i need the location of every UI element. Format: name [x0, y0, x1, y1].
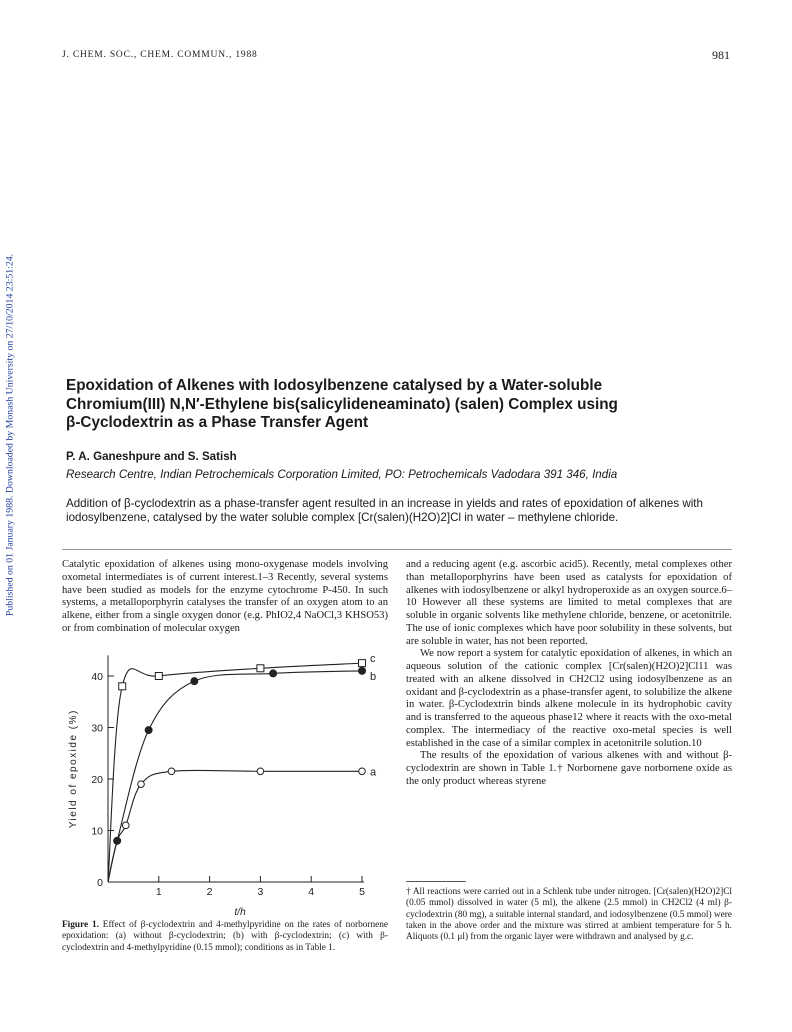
series-line-a [108, 770, 362, 882]
article-title [66, 377, 736, 433]
download-watermark [3, 215, 17, 655]
body-paragraph: We now report a system for catalytic epoxidation of alkenes, in which an aqueous solution of the cationic complex [Cr(salen)(H2O)2]Cl11 was treated with an alkene dissolved in CH2Cl2 using iodosylbenzene as an oxidant and β-cyclodextrin as a phase-transfer agent, to solubilize the alkene in water. β-Cyclodextrin binds alkene molecule in its hydrophobic cavity and is transferred to the aqueous phase12 where it reacts with the oxo-metal complex. The intermediacy of the reactive oxo-metal species is well established in the case of a similar complex in acetonitrile solution.10 [406, 648, 732, 749]
title-line: Chromium(III) N,N′-Ethylene bis(salicylideneaminato) (salen) Complex using [66, 395, 618, 413]
series-line-b [108, 671, 362, 882]
abstract: Addition of β-cyclodextrin as a phase-transfer agent resulted in an increase in yields and rates of epoxidation of alkenes with iodosylbenzene, catalysed by the water soluble complex [Cr(salen)(H2O)2]Cl in water – methylene chloride. [66, 497, 703, 525]
x-tick-label: 1 [155, 886, 162, 898]
data-point-a [168, 768, 175, 775]
data-point-c [155, 673, 162, 680]
download-watermark-text: Published on 01 January 1988. Downloaded by Monash University on 27/10/2014 23:51:24. [4, 253, 16, 617]
x-tick-label: 4 [308, 886, 315, 898]
y-tick-label: 20 [91, 774, 103, 786]
figure-caption [62, 920, 388, 954]
data-point-b [145, 727, 152, 734]
footnote: † All reactions were carried out in a Schlenk tube under nitrogen. [Cr(salen)(H2O)2]Cl (0.05 mmol) dissolved in water (5 ml), the alkene (2.5 mmol) in CH2Cl2 (4 ml) β-cyclodextrin (80 mg), a suitable internal standard, and iodosylbenzene (0.5 mmol) were taken in the above order and the mixture was stirred at ambient temperature for 5 h. Aliquots (0.1 μl) from the organic layer were withdrawn and analysed by g.c. [406, 887, 732, 943]
x-tick-label: 2 [206, 886, 213, 898]
series-line-c [108, 663, 362, 882]
abstract-divider [62, 549, 732, 550]
data-point-b [191, 678, 198, 685]
data-point-b [359, 667, 366, 674]
authors: P. A. Ganeshpure and S. Satish [66, 450, 237, 463]
series-label-c: c [370, 653, 376, 666]
data-point-a [138, 781, 145, 788]
y-tick-label: 30 [91, 722, 103, 735]
data-point-c [257, 665, 264, 672]
data-point-c [119, 683, 126, 690]
y-axis-label: Yield of epoxide (%) [68, 709, 79, 829]
affiliation: Research Centre, Indian Petrochemicals Corporation Limited, PO: Petrochemicals Vadodara 391 346, India [66, 468, 618, 481]
journal-header: J. CHEM. SOC., CHEM. COMMUN., 1988 [62, 50, 258, 60]
footnote-divider [406, 881, 466, 882]
y-tick-label: 10 [91, 825, 103, 838]
title-line: β-Cyclodextrin as a Phase Transfer Agent [66, 414, 369, 431]
title-line: Epoxidation of Alkenes with Iodosylbenzene catalysed by a Water-soluble [66, 377, 603, 394]
data-point-a [122, 822, 129, 829]
body-column-right [406, 559, 732, 789]
caption-text: Effect of β-cyclodextrin and 4-methylpyridine on the rates of norbornene epoxidation: (a) without β-cyclodextrin; (b) with β-cyclodextrin; (c) with β-cyclodextrin and 4-methylpyridine (0.15 mmol); conditions as in Table 1. [62, 920, 389, 953]
body-paragraph: Catalytic epoxidation of alkenes using mono-oxygenase models involving oxometal intermediates is of current interest.1–3 Recently, several systems have been studied as models for the enzyme cytochrome P-450. In such systems, a metalloporphyrin catalyses the transfer of an oxygen atom to an alkene, either from a single oxygen donor (e.g. PhIO2,4 NaOCl,3 KHSO53) or from combination of molecular oxygen [62, 559, 388, 634]
page-number: 981 [712, 48, 730, 62]
y-origin-label: 0 [97, 877, 103, 889]
data-point-b [270, 670, 277, 677]
body-paragraph: The results of the epoxidation of various alkenes with and without β-cyclodextrin are shown in Table 1.† Norbornene gave norbornene oxide as the only product whereas styrene [406, 750, 732, 787]
x-tick-label: 3 [257, 886, 264, 898]
y-tick-label: 40 [91, 671, 103, 683]
x-tick-label: 5 [359, 886, 365, 898]
data-point-c [359, 660, 366, 667]
data-point-a [359, 768, 366, 775]
caption-label: Figure 1. [62, 920, 99, 930]
data-point-b [114, 837, 121, 844]
body-paragraph: and a reducing agent (e.g. ascorbic acid5). Recently, metal complexes other than metalloporphyrins have been used as catalysts for epoxidation of alkenes with iodosylbenzene or alkyl hydroperoxide as an oxygen source.6–10 However all these systems are limited to metal complexes that are soluble in organic solvents like methylene chloride, benzene, or acetonitrile. The use of ionic complexes which have poor solubility in these solvents, but are soluble in water, has not been reported. [406, 559, 732, 647]
data-point-a [257, 768, 264, 775]
x-axis-label: t/h [234, 907, 246, 918]
series-label-a: a [370, 766, 377, 779]
figure-1 [62, 653, 392, 918]
body-column-left [62, 559, 388, 636]
epoxide-yield-chart [62, 653, 392, 918]
series-label-b: b [370, 670, 377, 683]
